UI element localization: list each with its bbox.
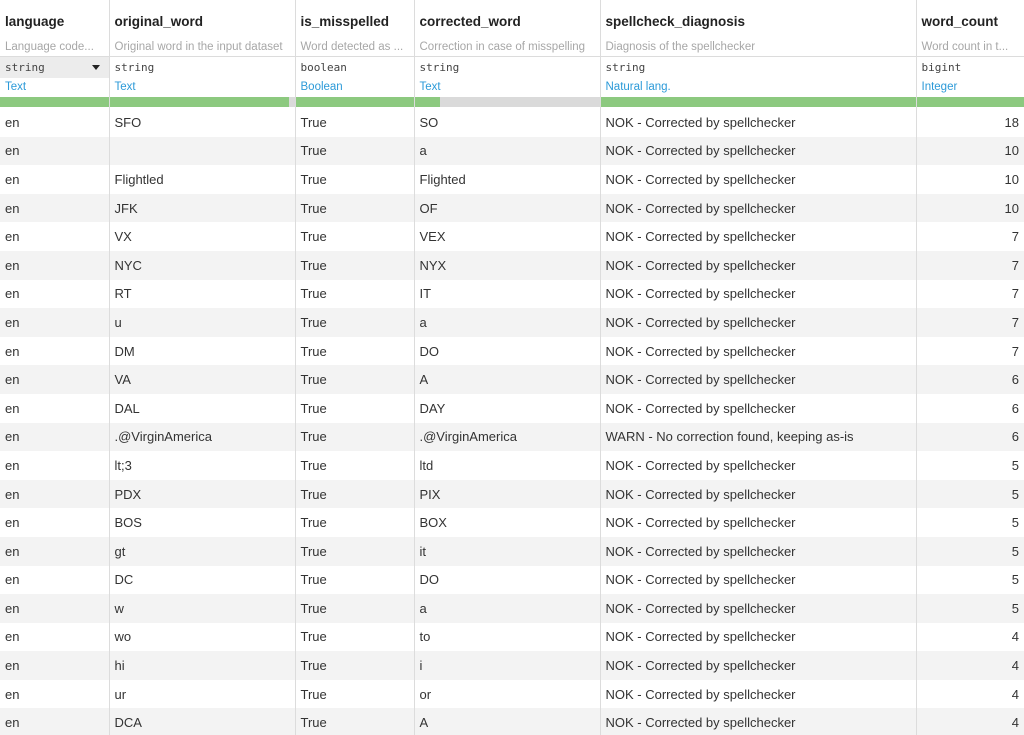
- cell-corrected-word[interactable]: DAY: [414, 394, 600, 423]
- cell-language[interactable]: en: [0, 594, 109, 623]
- cell-language[interactable]: en: [0, 480, 109, 509]
- cell-original-word[interactable]: hi: [109, 651, 295, 680]
- cell-is-misspelled[interactable]: True: [295, 194, 414, 223]
- cell-language[interactable]: en: [0, 222, 109, 251]
- table-body: [0, 108, 1024, 735]
- table-row[interactable]: [0, 537, 1024, 566]
- validity-bar[interactable]: [601, 97, 916, 107]
- column-name-row: [0, 0, 1024, 40]
- storage-type-dropdown[interactable]: [0, 56, 109, 78]
- cell-original-word[interactable]: NYC: [109, 251, 295, 280]
- column-header-word-count[interactable]: word_count: [921, 13, 998, 29]
- validity-bar[interactable]: [415, 97, 600, 107]
- cell-language[interactable]: en: [0, 108, 109, 137]
- table-row[interactable]: [0, 594, 1024, 623]
- cell-is-misspelled[interactable]: True: [295, 108, 414, 137]
- cell-language[interactable]: en: [0, 165, 109, 194]
- table-row[interactable]: [0, 337, 1024, 366]
- cell-language[interactable]: en: [0, 137, 109, 166]
- validity-bar[interactable]: [110, 97, 295, 107]
- cell-corrected-word[interactable]: BOX: [414, 508, 600, 537]
- cell-spellcheck-diagnosis[interactable]: NOK - Corrected by spellchecker: [600, 365, 916, 394]
- cell-spellcheck-diagnosis[interactable]: NOK - Corrected by spellchecker: [600, 451, 916, 480]
- validity-bar[interactable]: [917, 97, 1024, 107]
- column-description: Diagnosis of the spellchecker: [600, 40, 916, 56]
- column-header-language[interactable]: language: [0, 0, 109, 40]
- cell-corrected-word[interactable]: or: [414, 680, 600, 709]
- cell-original-word[interactable]: VA: [109, 365, 295, 394]
- table-row[interactable]: [0, 423, 1024, 452]
- validity-bar[interactable]: [296, 97, 414, 107]
- cell-original-word[interactable]: u: [109, 308, 295, 337]
- column-header-original-word[interactable]: original_word: [109, 0, 295, 40]
- column-description: Language code...: [0, 40, 109, 56]
- cell-is-misspelled[interactable]: True: [295, 365, 414, 394]
- cell-word-count[interactable]: 5: [916, 566, 1024, 595]
- cell-language[interactable]: en: [0, 623, 109, 652]
- cell-corrected-word[interactable]: A: [414, 708, 600, 735]
- cell-original-word[interactable]: PDX: [109, 480, 295, 509]
- table-row[interactable]: [0, 480, 1024, 509]
- cell-corrected-word[interactable]: IT: [414, 280, 600, 309]
- cell-original-word[interactable]: Flightled: [109, 165, 295, 194]
- cell-is-misspelled[interactable]: True: [295, 680, 414, 709]
- cell-spellcheck-diagnosis[interactable]: NOK - Corrected by spellchecker: [600, 480, 916, 509]
- cell-corrected-word[interactable]: PIX: [414, 480, 600, 509]
- table-row[interactable]: [0, 623, 1024, 652]
- cell-original-word[interactable]: DM: [109, 337, 295, 366]
- cell-is-misspelled[interactable]: True: [295, 623, 414, 652]
- cell-original-word[interactable]: RT: [109, 280, 295, 309]
- cell-spellcheck-diagnosis[interactable]: WARN - No correction found, keeping as-is: [600, 423, 916, 452]
- validity-bar[interactable]: [0, 97, 109, 107]
- table-row[interactable]: [0, 708, 1024, 735]
- cell-corrected-word[interactable]: OF: [414, 194, 600, 223]
- cell-language[interactable]: en: [0, 308, 109, 337]
- cell-corrected-word[interactable]: .@VirginAmerica: [414, 423, 600, 452]
- cell-language[interactable]: en: [0, 251, 109, 280]
- cell-corrected-word[interactable]: a: [414, 137, 600, 166]
- cell-spellcheck-diagnosis[interactable]: NOK - Corrected by spellchecker: [600, 137, 916, 166]
- cell-original-word[interactable]: [109, 137, 295, 166]
- cell-word-count[interactable]: 5: [916, 508, 1024, 537]
- cell-original-word[interactable]: DCA: [109, 708, 295, 735]
- cell-original-word[interactable]: wo: [109, 623, 295, 652]
- cell-is-misspelled[interactable]: True: [295, 251, 414, 280]
- meaning-link[interactable]: Text: [414, 78, 600, 96]
- cell-language[interactable]: en: [0, 680, 109, 709]
- cell-is-misspelled[interactable]: True: [295, 566, 414, 595]
- meaning-row: [0, 78, 1024, 96]
- table-row[interactable]: [0, 308, 1024, 337]
- cell-corrected-word[interactable]: Flighted: [414, 165, 600, 194]
- table-row[interactable]: [0, 394, 1024, 423]
- cell-word-count[interactable]: 5: [916, 594, 1024, 623]
- cell-spellcheck-diagnosis[interactable]: NOK - Corrected by spellchecker: [600, 337, 916, 366]
- table-row[interactable]: [0, 251, 1024, 280]
- meaning-link[interactable]: Integer: [921, 81, 958, 93]
- cell-original-word[interactable]: SFO: [109, 108, 295, 137]
- cell-corrected-word[interactable]: i: [414, 651, 600, 680]
- meaning-link[interactable]: Text: [109, 78, 295, 96]
- cell-word-count[interactable]: 6: [916, 423, 1024, 452]
- cell-original-word[interactable]: w: [109, 594, 295, 623]
- cell-word-count[interactable]: 7: [916, 222, 1024, 251]
- cell-is-misspelled[interactable]: True: [295, 508, 414, 537]
- table-row[interactable]: [0, 194, 1024, 223]
- cell-is-misspelled[interactable]: True: [295, 651, 414, 680]
- table-row[interactable]: [0, 566, 1024, 595]
- cell-spellcheck-diagnosis[interactable]: NOK - Corrected by spellchecker: [600, 708, 916, 735]
- cell-spellcheck-diagnosis[interactable]: NOK - Corrected by spellchecker: [600, 308, 916, 337]
- table-row[interactable]: [0, 165, 1024, 194]
- table-row[interactable]: [0, 508, 1024, 537]
- cell-word-count[interactable]: 5: [916, 480, 1024, 509]
- cell-spellcheck-diagnosis[interactable]: NOK - Corrected by spellchecker: [600, 108, 916, 137]
- cell-word-count[interactable]: 4: [916, 623, 1024, 652]
- cell-is-misspelled[interactable]: True: [295, 394, 414, 423]
- cell-is-misspelled[interactable]: True: [295, 337, 414, 366]
- cell-word-count[interactable]: 7: [916, 251, 1024, 280]
- cell-word-count[interactable]: 7: [916, 337, 1024, 366]
- cell-corrected-word[interactable]: it: [414, 537, 600, 566]
- table-row[interactable]: [0, 280, 1024, 309]
- cell-is-misspelled[interactable]: True: [295, 594, 414, 623]
- cell-corrected-word[interactable]: a: [414, 308, 600, 337]
- cell-is-misspelled[interactable]: True: [295, 222, 414, 251]
- cell-corrected-word[interactable]: DO: [414, 337, 600, 366]
- meaning-link[interactable]: Text: [0, 78, 109, 96]
- cell-original-word[interactable]: gt: [109, 537, 295, 566]
- cell-word-count[interactable]: 4: [916, 651, 1024, 680]
- cell-language[interactable]: en: [0, 365, 109, 394]
- cell-language[interactable]: en: [0, 394, 109, 423]
- table-row[interactable]: [0, 222, 1024, 251]
- column-header-corrected-word[interactable]: corrected_word: [414, 0, 600, 40]
- column-header-is-misspelled[interactable]: is_misspelled: [295, 0, 414, 40]
- cell-corrected-word[interactable]: A: [414, 365, 600, 394]
- cell-corrected-word[interactable]: NYX: [414, 251, 600, 280]
- cell-original-word[interactable]: JFK: [109, 194, 295, 223]
- cell-language[interactable]: en: [0, 280, 109, 309]
- storage-type[interactable]: string: [600, 56, 916, 78]
- cell-original-word[interactable]: BOS: [109, 508, 295, 537]
- cell-word-count[interactable]: 10: [916, 137, 1024, 166]
- storage-type[interactable]: string: [414, 56, 600, 78]
- cell-is-misspelled[interactable]: True: [295, 480, 414, 509]
- cell-corrected-word[interactable]: a: [414, 594, 600, 623]
- cell-original-word[interactable]: VX: [109, 222, 295, 251]
- cell-language[interactable]: en: [0, 508, 109, 537]
- storage-type-label: string: [5, 60, 45, 74]
- cell-corrected-word[interactable]: SO: [414, 108, 600, 137]
- cell-spellcheck-diagnosis[interactable]: NOK - Corrected by spellchecker: [600, 594, 916, 623]
- cell-word-count[interactable]: 5: [916, 451, 1024, 480]
- cell-word-count[interactable]: 4: [916, 708, 1024, 735]
- cell-language[interactable]: en: [0, 566, 109, 595]
- table-row[interactable]: [0, 365, 1024, 394]
- table-row[interactable]: [0, 651, 1024, 680]
- cell-spellcheck-diagnosis[interactable]: NOK - Corrected by spellchecker: [600, 508, 916, 537]
- cell-corrected-word[interactable]: VEX: [414, 222, 600, 251]
- table-row[interactable]: [0, 451, 1024, 480]
- cell-word-count[interactable]: 10: [916, 165, 1024, 194]
- storage-type[interactable]: bigint: [916, 56, 1024, 78]
- storage-type-row: [0, 56, 1024, 78]
- cell-spellcheck-diagnosis[interactable]: NOK - Corrected by spellchecker: [600, 680, 916, 709]
- column-description: Word detected as ...: [295, 40, 414, 56]
- table-row[interactable]: [0, 108, 1024, 137]
- cell-language[interactable]: en: [0, 537, 109, 566]
- cell-spellcheck-diagnosis[interactable]: NOK - Corrected by spellchecker: [600, 222, 916, 251]
- column-description: Word count in t...: [921, 40, 1009, 53]
- cell-spellcheck-diagnosis[interactable]: NOK - Corrected by spellchecker: [600, 651, 916, 680]
- cell-is-misspelled[interactable]: True: [295, 280, 414, 309]
- cell-is-misspelled[interactable]: True: [295, 308, 414, 337]
- column-description: Original word in the input dataset: [109, 40, 295, 56]
- cell-is-misspelled[interactable]: True: [295, 423, 414, 452]
- cell-language[interactable]: en: [0, 337, 109, 366]
- cell-language[interactable]: en: [0, 651, 109, 680]
- cell-is-misspelled[interactable]: True: [295, 537, 414, 566]
- cell-spellcheck-diagnosis[interactable]: NOK - Corrected by spellchecker: [600, 394, 916, 423]
- cell-word-count[interactable]: 4: [916, 680, 1024, 709]
- cell-original-word[interactable]: ur: [109, 680, 295, 709]
- chevron-down-icon[interactable]: [92, 65, 100, 70]
- cell-word-count[interactable]: 10: [916, 194, 1024, 223]
- cell-language[interactable]: en: [0, 451, 109, 480]
- storage-type[interactable]: string: [109, 56, 295, 78]
- table-row[interactable]: [0, 680, 1024, 709]
- cell-word-count[interactable]: 6: [916, 365, 1024, 394]
- storage-type[interactable]: boolean: [295, 56, 414, 78]
- column-description: Correction in case of misspelling: [414, 40, 600, 56]
- cell-original-word[interactable]: .@VirginAmerica: [109, 423, 295, 452]
- cell-spellcheck-diagnosis[interactable]: NOK - Corrected by spellchecker: [600, 623, 916, 652]
- cell-language[interactable]: en: [0, 194, 109, 223]
- column-description-row: [0, 40, 1024, 56]
- column-header-spellcheck-diagnosis[interactable]: spellcheck_diagnosis: [600, 0, 916, 40]
- cell-spellcheck-diagnosis[interactable]: NOK - Corrected by spellchecker: [600, 194, 916, 223]
- cell-word-count[interactable]: 5: [916, 537, 1024, 566]
- meaning-link[interactable]: Natural lang.: [600, 78, 916, 96]
- cell-spellcheck-diagnosis[interactable]: NOK - Corrected by spellchecker: [600, 537, 916, 566]
- cell-word-count[interactable]: 7: [916, 308, 1024, 337]
- cell-spellcheck-diagnosis[interactable]: NOK - Corrected by spellchecker: [600, 165, 916, 194]
- cell-corrected-word[interactable]: ltd: [414, 451, 600, 480]
- cell-is-misspelled[interactable]: True: [295, 137, 414, 166]
- cell-is-misspelled[interactable]: True: [295, 708, 414, 735]
- cell-word-count[interactable]: 7: [916, 280, 1024, 309]
- cell-word-count[interactable]: 18: [916, 108, 1024, 137]
- meaning-link[interactable]: Boolean: [295, 78, 414, 96]
- table-row[interactable]: [0, 137, 1024, 166]
- cell-spellcheck-diagnosis[interactable]: NOK - Corrected by spellchecker: [600, 280, 916, 309]
- cell-original-word[interactable]: lt;3: [109, 451, 295, 480]
- cell-original-word[interactable]: DC: [109, 566, 295, 595]
- cell-spellcheck-diagnosis[interactable]: NOK - Corrected by spellchecker: [600, 251, 916, 280]
- cell-is-misspelled[interactable]: True: [295, 165, 414, 194]
- cell-language[interactable]: en: [0, 423, 109, 452]
- cell-is-misspelled[interactable]: True: [295, 451, 414, 480]
- cell-spellcheck-diagnosis[interactable]: NOK - Corrected by spellchecker: [600, 566, 916, 595]
- cell-original-word[interactable]: DAL: [109, 394, 295, 423]
- cell-language[interactable]: en: [0, 708, 109, 735]
- cell-corrected-word[interactable]: DO: [414, 566, 600, 595]
- validity-bar-row: [0, 96, 1024, 108]
- cell-corrected-word[interactable]: to: [414, 623, 600, 652]
- cell-word-count[interactable]: 6: [916, 394, 1024, 423]
